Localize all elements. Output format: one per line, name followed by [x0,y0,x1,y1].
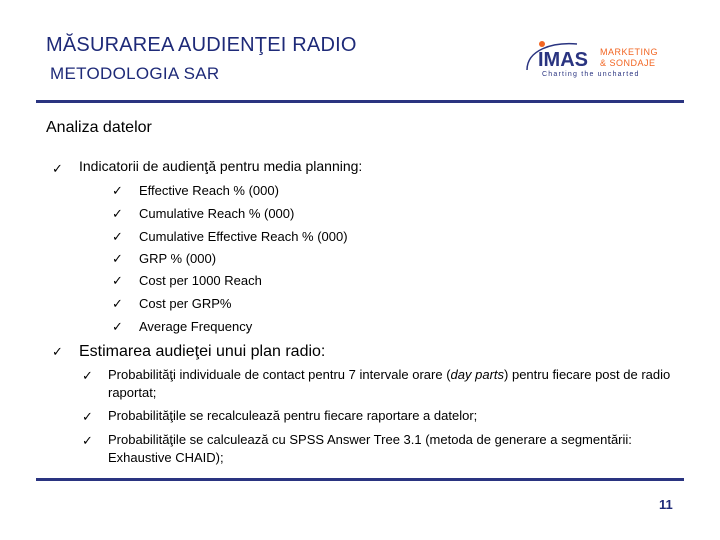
list-item: Cost per 1000 Reach [139,273,262,288]
list-item: Probabilităţile se calculează cu SPSS Answer Tree 3.1 (metoda de generare a segmentării: Exhaustive CHAID); [108,432,632,465]
check-icon: ✓ [112,183,123,198]
check-icon: ✓ [112,229,123,244]
logo-slogan: Charting the uncharted [542,71,640,78]
section-title: Analiza datelor [46,119,152,136]
imas-logo [522,38,682,78]
check-icon: ✓ [52,161,63,176]
logo-brand: IMAS [538,49,588,71]
check-icon: ✓ [82,409,93,424]
check-icon: ✓ [112,251,123,266]
slide-title: MĂSURAREA AUDIENŢEI RADIO [46,34,357,56]
list-item: GRP % (000) [139,251,217,266]
check-icon: ✓ [52,344,63,359]
check-icon: ✓ [82,433,93,448]
list1-heading: Indicatorii de audienţă pentru media planning: [79,158,363,174]
list-item: Probabilităţile se recalculează pentru fiecare raportare a datelor; [108,408,478,423]
check-icon: ✓ [112,206,123,221]
page-number: 11 [659,497,673,512]
list2-heading: Estimarea audieţei unui plan radio: [79,343,326,360]
footer-divider [36,478,684,481]
list-item: Cumulative Reach % (000) [139,206,295,221]
check-icon: ✓ [112,319,123,334]
list-item: Probabilităţi individuale de contact pentru 7 intervale orare (day parts) pentru fiecare post de radio raportat; [108,367,671,400]
slide-subtitle: METODOLOGIA SAR [50,64,220,83]
header-divider [36,100,684,103]
list-item: Average Frequency [139,319,253,334]
logo-tag-sondaje: & SONDAJE [600,58,656,68]
check-icon: ✓ [112,273,123,288]
list-item: Cost per GRP% [139,296,232,311]
list-item: Cumulative Effective Reach % (000) [139,229,348,244]
list-item: Effective Reach % (000) [139,183,279,198]
logo-tag-marketing: MARKETING [600,47,659,57]
check-icon: ✓ [112,296,123,311]
check-icon: ✓ [82,368,93,383]
